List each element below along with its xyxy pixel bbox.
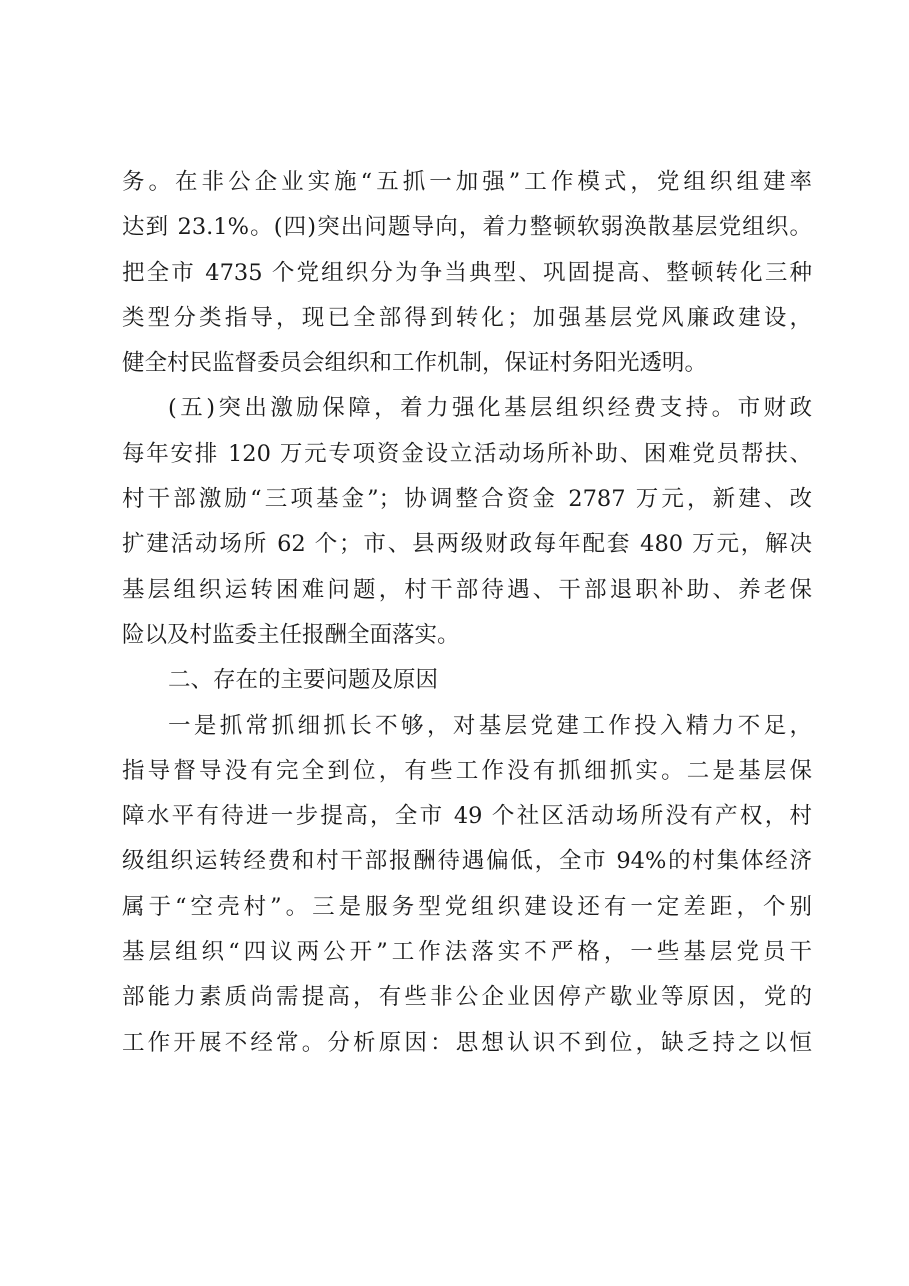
text-line: 基层组织运转困难问题，村干部待遇、干部退职补助、养老保 (122, 576, 812, 603)
text-line: 基层组织“四议两公开”工作法落实不严格，一些基层党员干 (122, 939, 812, 966)
text-line: 村干部激励“三项基金”；协调整合资金 2787 万元，新建、改 (122, 486, 812, 513)
document-body (122, 160, 812, 1066)
text-line: 工作开展不经常。分析原因：思想认识不到位，缺乏持之以恒 (122, 1029, 812, 1056)
text-line: 健全村民监督委员会组织和工作机制，保证村务阳光透明。 (122, 350, 708, 377)
text-line: 级组织运转经费和村干部报酬待遇偏低，全市 94%的村集体经济 (122, 848, 812, 875)
text-line: 把全市 4735 个党组织分为争当典型、巩固提高、整顿转化三种 (122, 259, 812, 286)
text-line: 务。在非公企业实施“五抓一加强”工作模式，党组织组建率 (122, 169, 812, 195)
text-line: 险以及村监委主任报酬全面落实。 (122, 621, 460, 648)
text-line: 一是抓常抓细抓长不够，对基层党建工作投入精力不足， (168, 712, 812, 739)
text-line: 属于“空壳村”。三是服务型党组织建设还有一定差距，个别 (122, 893, 812, 920)
text-line: 指导督导没有完全到位，有些工作没有抓细抓实。二是基层保 (122, 757, 812, 784)
text-line: 每年安排 120 万元专项资金设立活动场所补助、困难党员帮扶、 (122, 440, 812, 467)
text-line: 部能力素质尚需提高，有些非公企业因停产歇业等原因，党的 (122, 984, 812, 1011)
text-line: 达到 23.1%。(四)突出问题导向，着力整顿软弱涣散基层党组织。 (122, 214, 812, 241)
text-line: 扩建活动场所 62 个；市、县两级财政每年配套 480 万元，解决 (122, 531, 812, 558)
text-line: 类型分类指导，现已全部得到转化；加强基层党风廉政建设， (122, 304, 812, 331)
text-line: (五)突出激励保障，着力强化基层组织经费支持。市财政 (168, 395, 812, 422)
text-line: 二、存在的主要问题及原因 (168, 667, 439, 694)
text-line: 障水平有待进一步提高，全市 49 个社区活动场所没有产权，村 (122, 803, 812, 830)
